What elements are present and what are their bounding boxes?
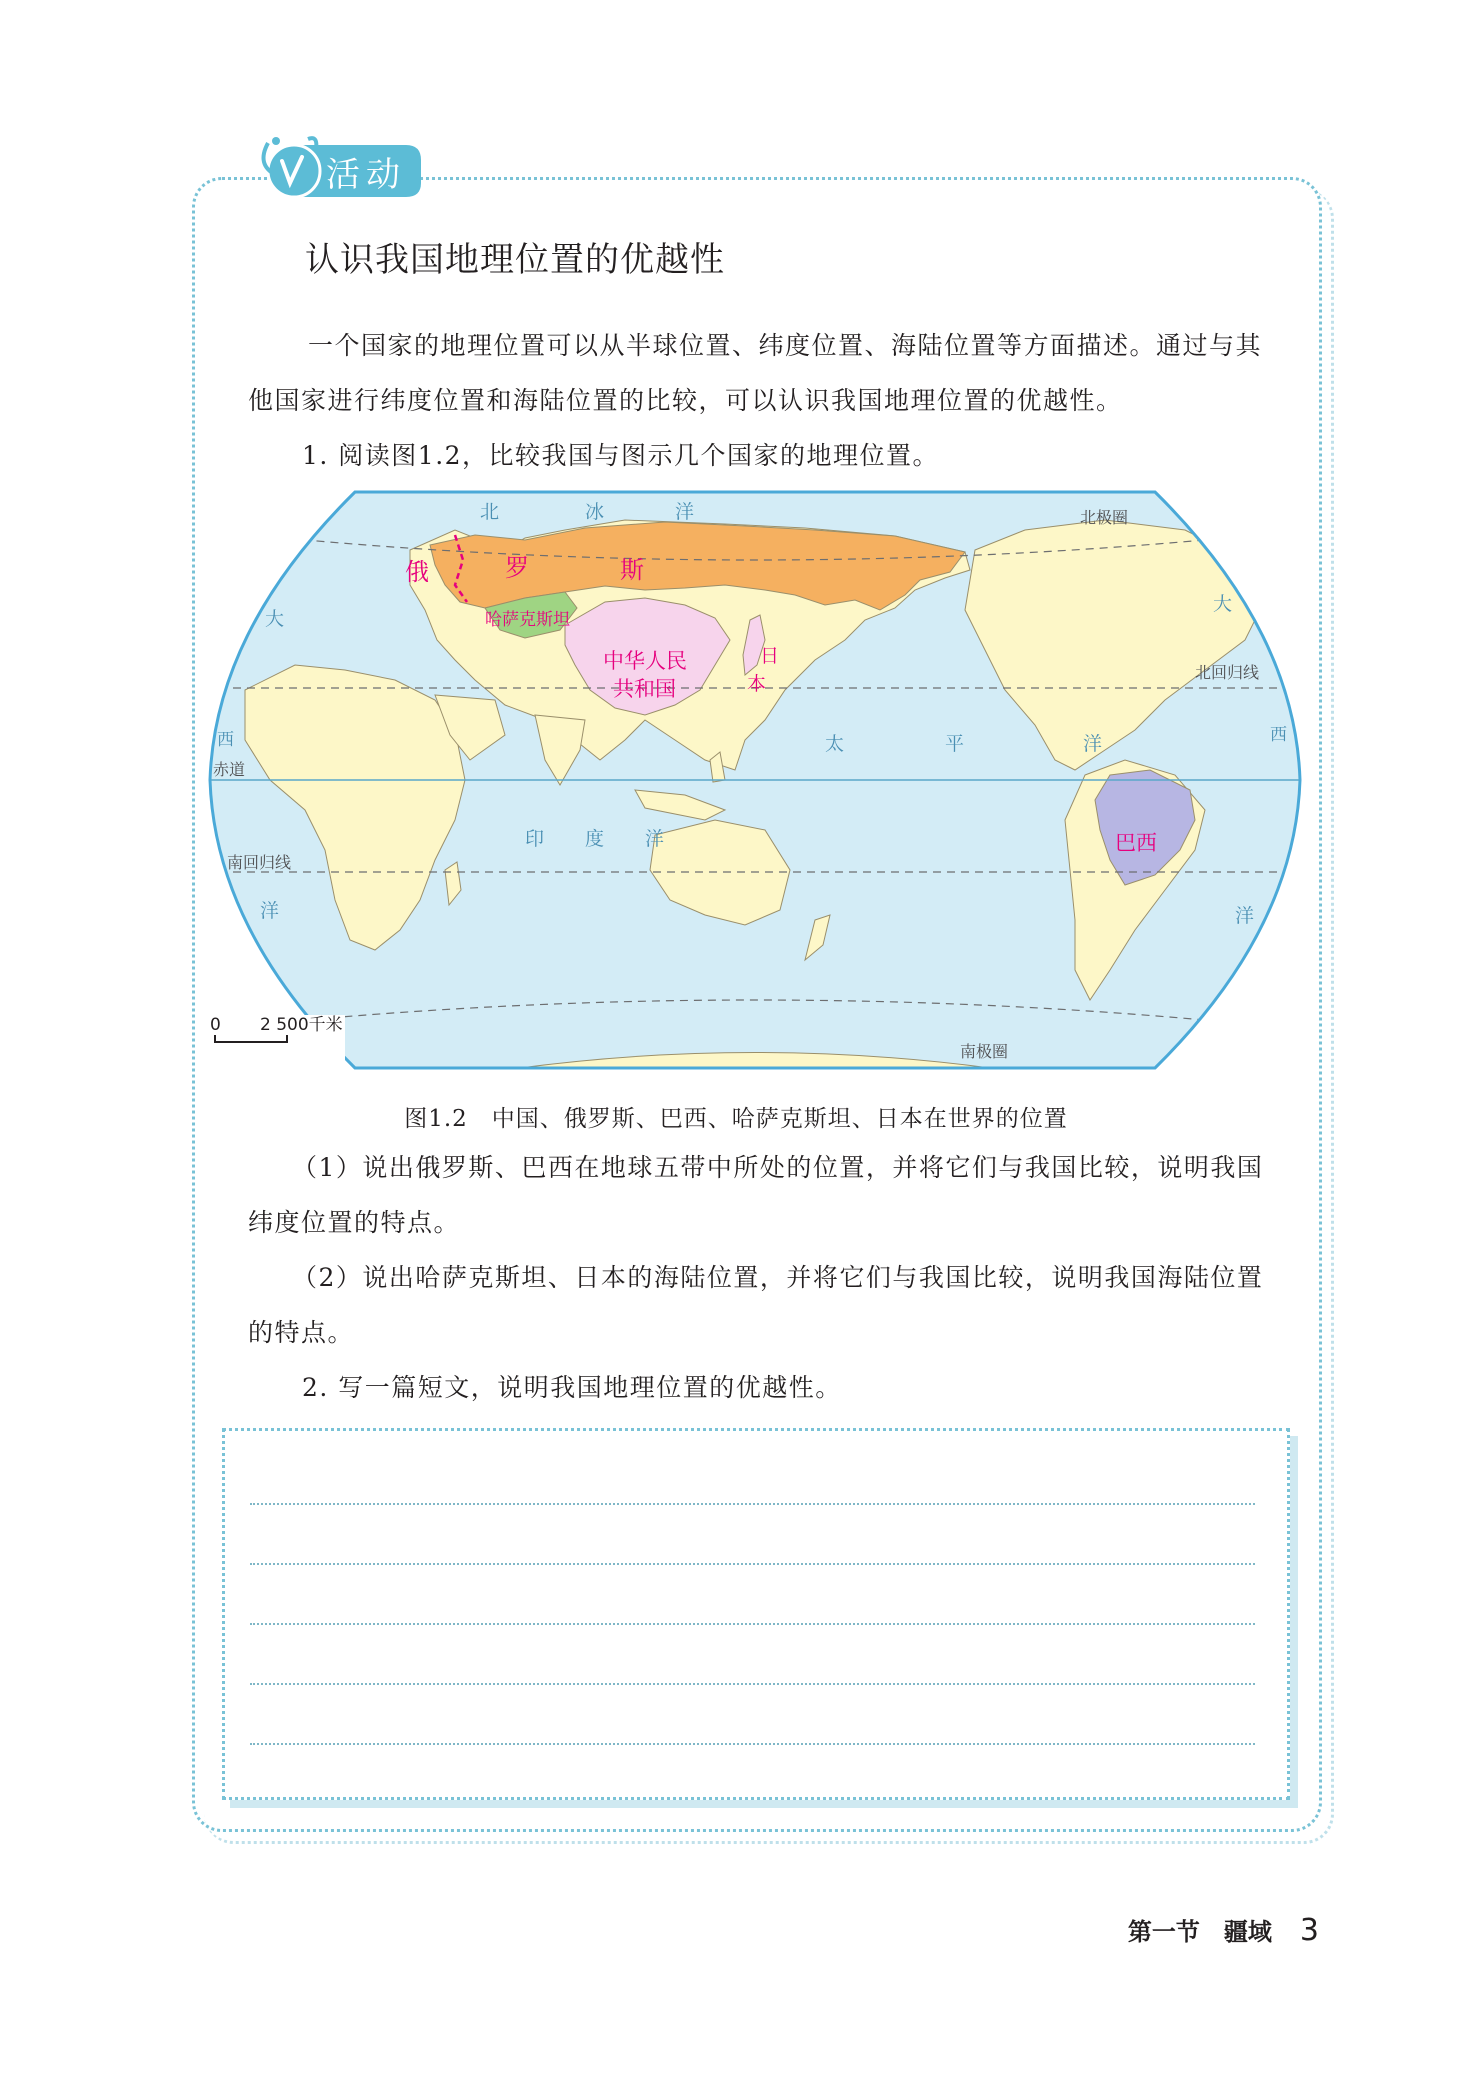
pacific-east-label-3: 洋 (1235, 905, 1255, 927)
greenland-land (1205, 500, 1280, 560)
china-label-1: 中华人民 (603, 649, 687, 673)
pacific-label-1: 太 (825, 733, 845, 755)
activity-badge (256, 135, 421, 207)
tropic-capricorn-label: 南回归线 (227, 853, 292, 872)
task-1 (302, 428, 1282, 483)
arctic-ocean-label-3: 洋 (675, 501, 695, 523)
tropic-cancer-label: 北回归线 (1195, 663, 1260, 682)
answer-line[interactable] (250, 1563, 1255, 1565)
answer-box[interactable] (222, 1428, 1290, 1800)
pacific-label-2: 平 (945, 733, 965, 755)
atlantic-west-label: 西 (217, 730, 234, 750)
figure-caption: 图1.2 中国、俄罗斯、巴西、哈萨克斯坦、日本在世界的位置 (404, 1106, 1068, 1132)
answer-line[interactable] (250, 1623, 1255, 1625)
arctic-circle-label: 北极圈 (1080, 508, 1129, 527)
indian-label-2: 度 (585, 828, 605, 850)
scale-zero: 0 (210, 1015, 221, 1035)
task-1-text: 1. 阅读图1.2，比较我国与图示几个国家的地理位置。 (302, 441, 940, 470)
answer-line[interactable] (250, 1683, 1255, 1685)
scale-distance: 2 500千米 (260, 1015, 343, 1035)
question-1-text: （1）说出俄罗斯、巴西在地球五带中所处的位置，并将它们与我国比较，说明我国纬度位置的特点。 (248, 1153, 1264, 1237)
task-2-text: 2. 写一篇短文，说明我国地理位置的优越性。 (302, 1373, 842, 1402)
russia-label-2: 罗 (505, 554, 529, 582)
answer-line[interactable] (250, 1503, 1255, 1505)
question-2 (248, 1250, 1278, 1360)
japan-label-2: 本 (747, 673, 767, 695)
world-map-svg (205, 490, 1305, 1070)
intro-paragraph (248, 318, 1278, 428)
pacific-label-3: 洋 (1083, 733, 1103, 755)
russia-label-1: 俄 (405, 558, 429, 586)
russia-label-3: 斯 (620, 556, 644, 584)
brazil-label: 巴西 (1115, 831, 1157, 855)
pacific-east-label-1: 大 (1213, 593, 1233, 615)
intro-text: 一个国家的地理位置可以从半球位置、纬度位置、海陆位置等方面描述。通过与其他国家进行纬度位置和海陆位置的比较，可以认识我国地理位置的优越性。 (248, 331, 1263, 415)
task-2 (302, 1360, 1282, 1415)
atlantic-north-label: 大 (265, 608, 285, 630)
china-label-2: 共和国 (613, 677, 676, 701)
page-footer (1128, 1912, 1319, 1948)
page-number: 3 (1299, 1913, 1319, 1948)
activity-heading: 认识我国地理位置的优越性 (305, 240, 725, 280)
kazakhstan-label: 哈萨克斯坦 (485, 610, 570, 630)
world-map (205, 490, 1305, 1070)
equator-label: 赤道 (213, 760, 246, 779)
arctic-ocean-label-2: 冰 (585, 501, 605, 523)
question-1 (248, 1140, 1278, 1250)
indian-label-1: 印 (525, 828, 545, 850)
section-title: 第一节 疆域 (1127, 1917, 1272, 1946)
pacific-east-label-2: 西 (1270, 725, 1287, 745)
antarctic-circle-label: 南极圈 (960, 1042, 1009, 1061)
arctic-ocean-label-1: 北 (480, 501, 500, 523)
answer-line[interactable] (250, 1743, 1255, 1745)
indian-label-3: 洋 (645, 828, 665, 850)
japan-label-1: 日 (760, 645, 780, 667)
activity-badge-label: 活动 (326, 155, 406, 195)
atlantic-bottom-label: 洋 (260, 900, 280, 922)
question-2-text: （2）说出哈萨克斯坦、日本的海陆位置，并将它们与我国比较，说明我国海陆位置的特点。 (248, 1263, 1264, 1347)
